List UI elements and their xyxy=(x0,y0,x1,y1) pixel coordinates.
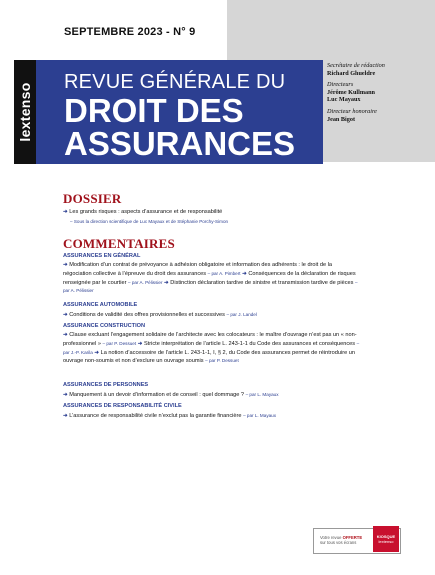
arrow-right-icon: ➜ xyxy=(63,209,68,215)
promo-line: Votre revue xyxy=(320,535,342,540)
toc-entry-author: – par P. Dessuet xyxy=(205,358,239,364)
toc-entry[interactable] xyxy=(63,412,361,421)
toc-entry-author: – par A. Pimbert xyxy=(207,270,241,276)
toc-entry-author: – par J. Landel xyxy=(226,312,257,317)
arrow-right-icon: ➜ xyxy=(94,349,100,356)
credit-role: Directeurs xyxy=(327,81,354,89)
toc-entry-author: – par P. Dessuet xyxy=(102,340,137,346)
toc-entry-text: Conditions de validité des offres provisionnelles et successives xyxy=(69,312,225,318)
header-grey-band xyxy=(227,0,435,60)
credit-role: Directeur honoraire xyxy=(327,107,377,115)
subsection-heading: ASSURANCE CONSTRUCTION xyxy=(63,323,146,329)
toc-entry[interactable] xyxy=(63,391,361,400)
arrow-right-icon: ➜ xyxy=(63,262,68,268)
credit-name: Jérôme Kullmann xyxy=(327,88,375,96)
toc-entry-author: – par L. Mayaux xyxy=(245,392,279,397)
section-title-commentaires: COMMENTAIRES xyxy=(63,236,175,251)
subsection-heading: ASSURANCE AUTOMOBILE xyxy=(63,302,138,308)
subsection-heading: ASSURANCES EN GÉNÉRAL xyxy=(63,253,141,259)
banner-line-3: ASSURANCES xyxy=(64,125,296,162)
arrow-right-icon: ➜ xyxy=(63,332,68,338)
toc-entry-text: La notion d’accessoire de l’article L. 243-1-1, I, § 2, du Code des assurances permet de réintroduire un ouvrage non-soumis et non d’exclure un ouvrage soumis xyxy=(63,349,355,365)
credit-name: Luc Mayaux xyxy=(327,96,361,104)
toc-entry-text: Modification d’un contrat de prévoyance à adhésion obligatoire et information des adhérents : le droit de la négociation collective à l’épreuve du droit des assurances xyxy=(63,262,333,277)
badge-line: KIOSQUE xyxy=(376,534,396,539)
promo-line: tous vos écrans xyxy=(327,540,357,546)
kiosque-badge-icon[interactable] xyxy=(373,526,399,552)
credit-name: Richard Ghueldre xyxy=(327,69,376,77)
banner-line-1: REVUE GÉNÉRALE DU xyxy=(64,71,286,93)
toc-entry-text: Les grands risques : aspects d’assurance et de responsabilité xyxy=(69,209,223,215)
credit-role: Secrétaire de rédaction xyxy=(327,62,385,69)
promo-text xyxy=(320,535,376,546)
section-title-dossier: DOSSIER xyxy=(63,191,122,206)
promo-offered: OFFERTE xyxy=(342,535,363,540)
arrow-right-icon: ➜ xyxy=(242,270,247,277)
credit-name: Jean Bigot xyxy=(327,115,356,123)
arrow-right-icon: ➜ xyxy=(137,340,143,347)
editorial-credits xyxy=(327,62,433,123)
toc-entry-text: Stricte interprétation de l’article L. 243-1-1 du Code des assurances et conséquences xyxy=(143,340,356,347)
toc-entry-text: Clause excluant l’engagement solidaire de l’architecte avec les colocateurs : le maître d’ouvrage n’est pas un « non-professionnel » xyxy=(63,332,357,347)
toc-entry[interactable] xyxy=(63,332,361,366)
title-banner xyxy=(36,60,323,164)
brand-strip xyxy=(14,60,36,164)
subsection-heading: ASSURANCES DE PERSONNES xyxy=(63,382,149,388)
toc-entry[interactable] xyxy=(63,262,361,296)
arrow-right-icon: ➜ xyxy=(63,413,68,419)
toc-entry-author: – par A. Pélissier xyxy=(128,279,163,285)
toc-entry-author: – par L. Mayaux xyxy=(243,413,277,418)
toc-entry-text: L’assurance de responsabilité civile n’exclut pas la garantie financière xyxy=(69,413,242,419)
subsection-heading: ASSURANCES DE RESPONSABILITÉ CIVILE xyxy=(63,403,182,409)
banner-line-2: DROIT DES xyxy=(64,92,244,129)
issue-label: SEPTEMBRE 2023 - N° 9 xyxy=(64,26,196,38)
toc-entry-author: – Sous la direction scientifique de Luc Mayaux et de Stéphanie Porchy-Simon xyxy=(70,219,229,224)
arrow-right-icon: ➜ xyxy=(63,392,68,398)
arrow-right-icon: ➜ xyxy=(63,312,68,318)
arrow-right-icon: ➜ xyxy=(164,279,169,286)
toc-entry[interactable] xyxy=(63,209,361,217)
toc-entry-text: Conséquences de la déclaration de risques renseignée par le courtier xyxy=(63,270,356,286)
brand-logo: lextenso xyxy=(17,82,33,142)
toc-entry-text: Distinction déclaration tardive de sinistre et transmission tardive de pièces xyxy=(170,279,354,286)
toc-entry-text: Manquement à un devoir d’information et de conseil : quel dommage ? xyxy=(69,392,245,398)
toc-entry[interactable] xyxy=(63,311,361,320)
badge-line: lextenso xyxy=(378,539,394,544)
toc-entry-author: – par A. Pélissier xyxy=(63,279,358,294)
promo-line: sur xyxy=(320,540,326,546)
toc-entry-author: – par J.-P. Karila xyxy=(63,340,360,355)
